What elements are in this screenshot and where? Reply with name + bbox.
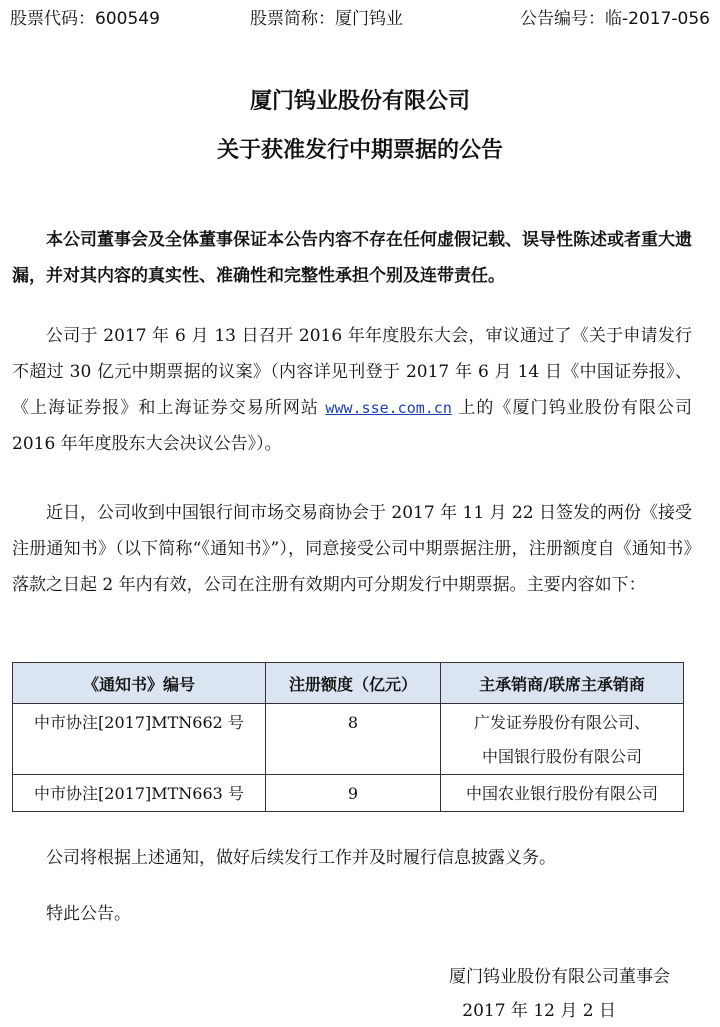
header-amount: 注册额度（亿元） (266, 663, 441, 704)
table-row (13, 704, 684, 775)
stock-code: 股票代码：600549 (10, 9, 160, 29)
header-notice-number: 《通知书》编号 (13, 663, 266, 704)
registration-table (12, 662, 684, 812)
underwriter-line: 广发证券股份有限公司、 (473, 713, 650, 732)
company-title: 厦门钨业股份有限公司 (249, 89, 470, 114)
document-header (10, 4, 710, 30)
cell-notice-number: 中市协注[2017]MTN662 号 (13, 704, 266, 775)
signature-date: 2017 年 12 月 2 日 (462, 1001, 616, 1021)
cell-underwriter (441, 704, 684, 775)
cell-notice-number: 中市协注[2017]MTN663 号 (13, 775, 266, 812)
paragraph-meeting (12, 318, 692, 462)
paragraph-meeting-text-a: 公司于 2017 年 6 月 13 日召开 2016 年年度股东大会，审议通过了《关于申请发行不超过 30 亿元中期票据的议案》（内容详见刊登于 2017 年 6 月 14 日《中国证券报》、《上海证券报》和上海证券交易所网站 (12, 326, 692, 418)
notice-subject: 关于获准发行中期票据的公告 (216, 138, 503, 163)
board-statement: 本公司董事会及全体董事保证本公告内容不存在任何虚假记载、误导性陈述或者重大遗漏，并对其内容的真实性、准确性和完整性承担个别及连带责任。 (12, 230, 692, 286)
cell-amount: 8 (266, 704, 441, 775)
sse-website-link[interactable]: www.sse.com.cn (325, 399, 452, 417)
cell-amount: 9 (266, 775, 441, 812)
closing-paragraph: 公司将根据上述通知，做好后续发行工作并及时履行信息披露义务。 (46, 848, 556, 868)
stock-name: 股票简称：厦门钨业 (250, 9, 403, 29)
notice-number: 公告编号：临-2017-056 (520, 9, 710, 29)
paragraph-meeting-text-b: 上的《厦门钨业股份有限公司 2016 年年度股东大会决议公告》）。 (12, 398, 692, 454)
special-notice: 特此公告。 (46, 904, 131, 924)
signature-issuer: 厦门钨业股份有限公司董事会 (449, 967, 670, 987)
header-underwriter: 主承销商/联席主承销商 (441, 663, 684, 704)
underwriter-line: 中国银行股份有限公司 (481, 747, 642, 766)
cell-underwriter (441, 775, 684, 812)
table-header-row (13, 663, 684, 704)
table-row (13, 775, 684, 812)
underwriter-line: 中国农业银行股份有限公司 (465, 784, 658, 803)
paragraph-registration: 近日，公司收到中国银行间市场交易商协会于 2017 年 11 月 22 日签发的两份《接受注册通知书》（以下简称“《通知书》”），同意接受公司中期票据注册，注册额度自《通知书》落款之日起 2 年内有效，公司在注册有效期内可分期发行中期票据。主要内容如下： (12, 503, 692, 595)
